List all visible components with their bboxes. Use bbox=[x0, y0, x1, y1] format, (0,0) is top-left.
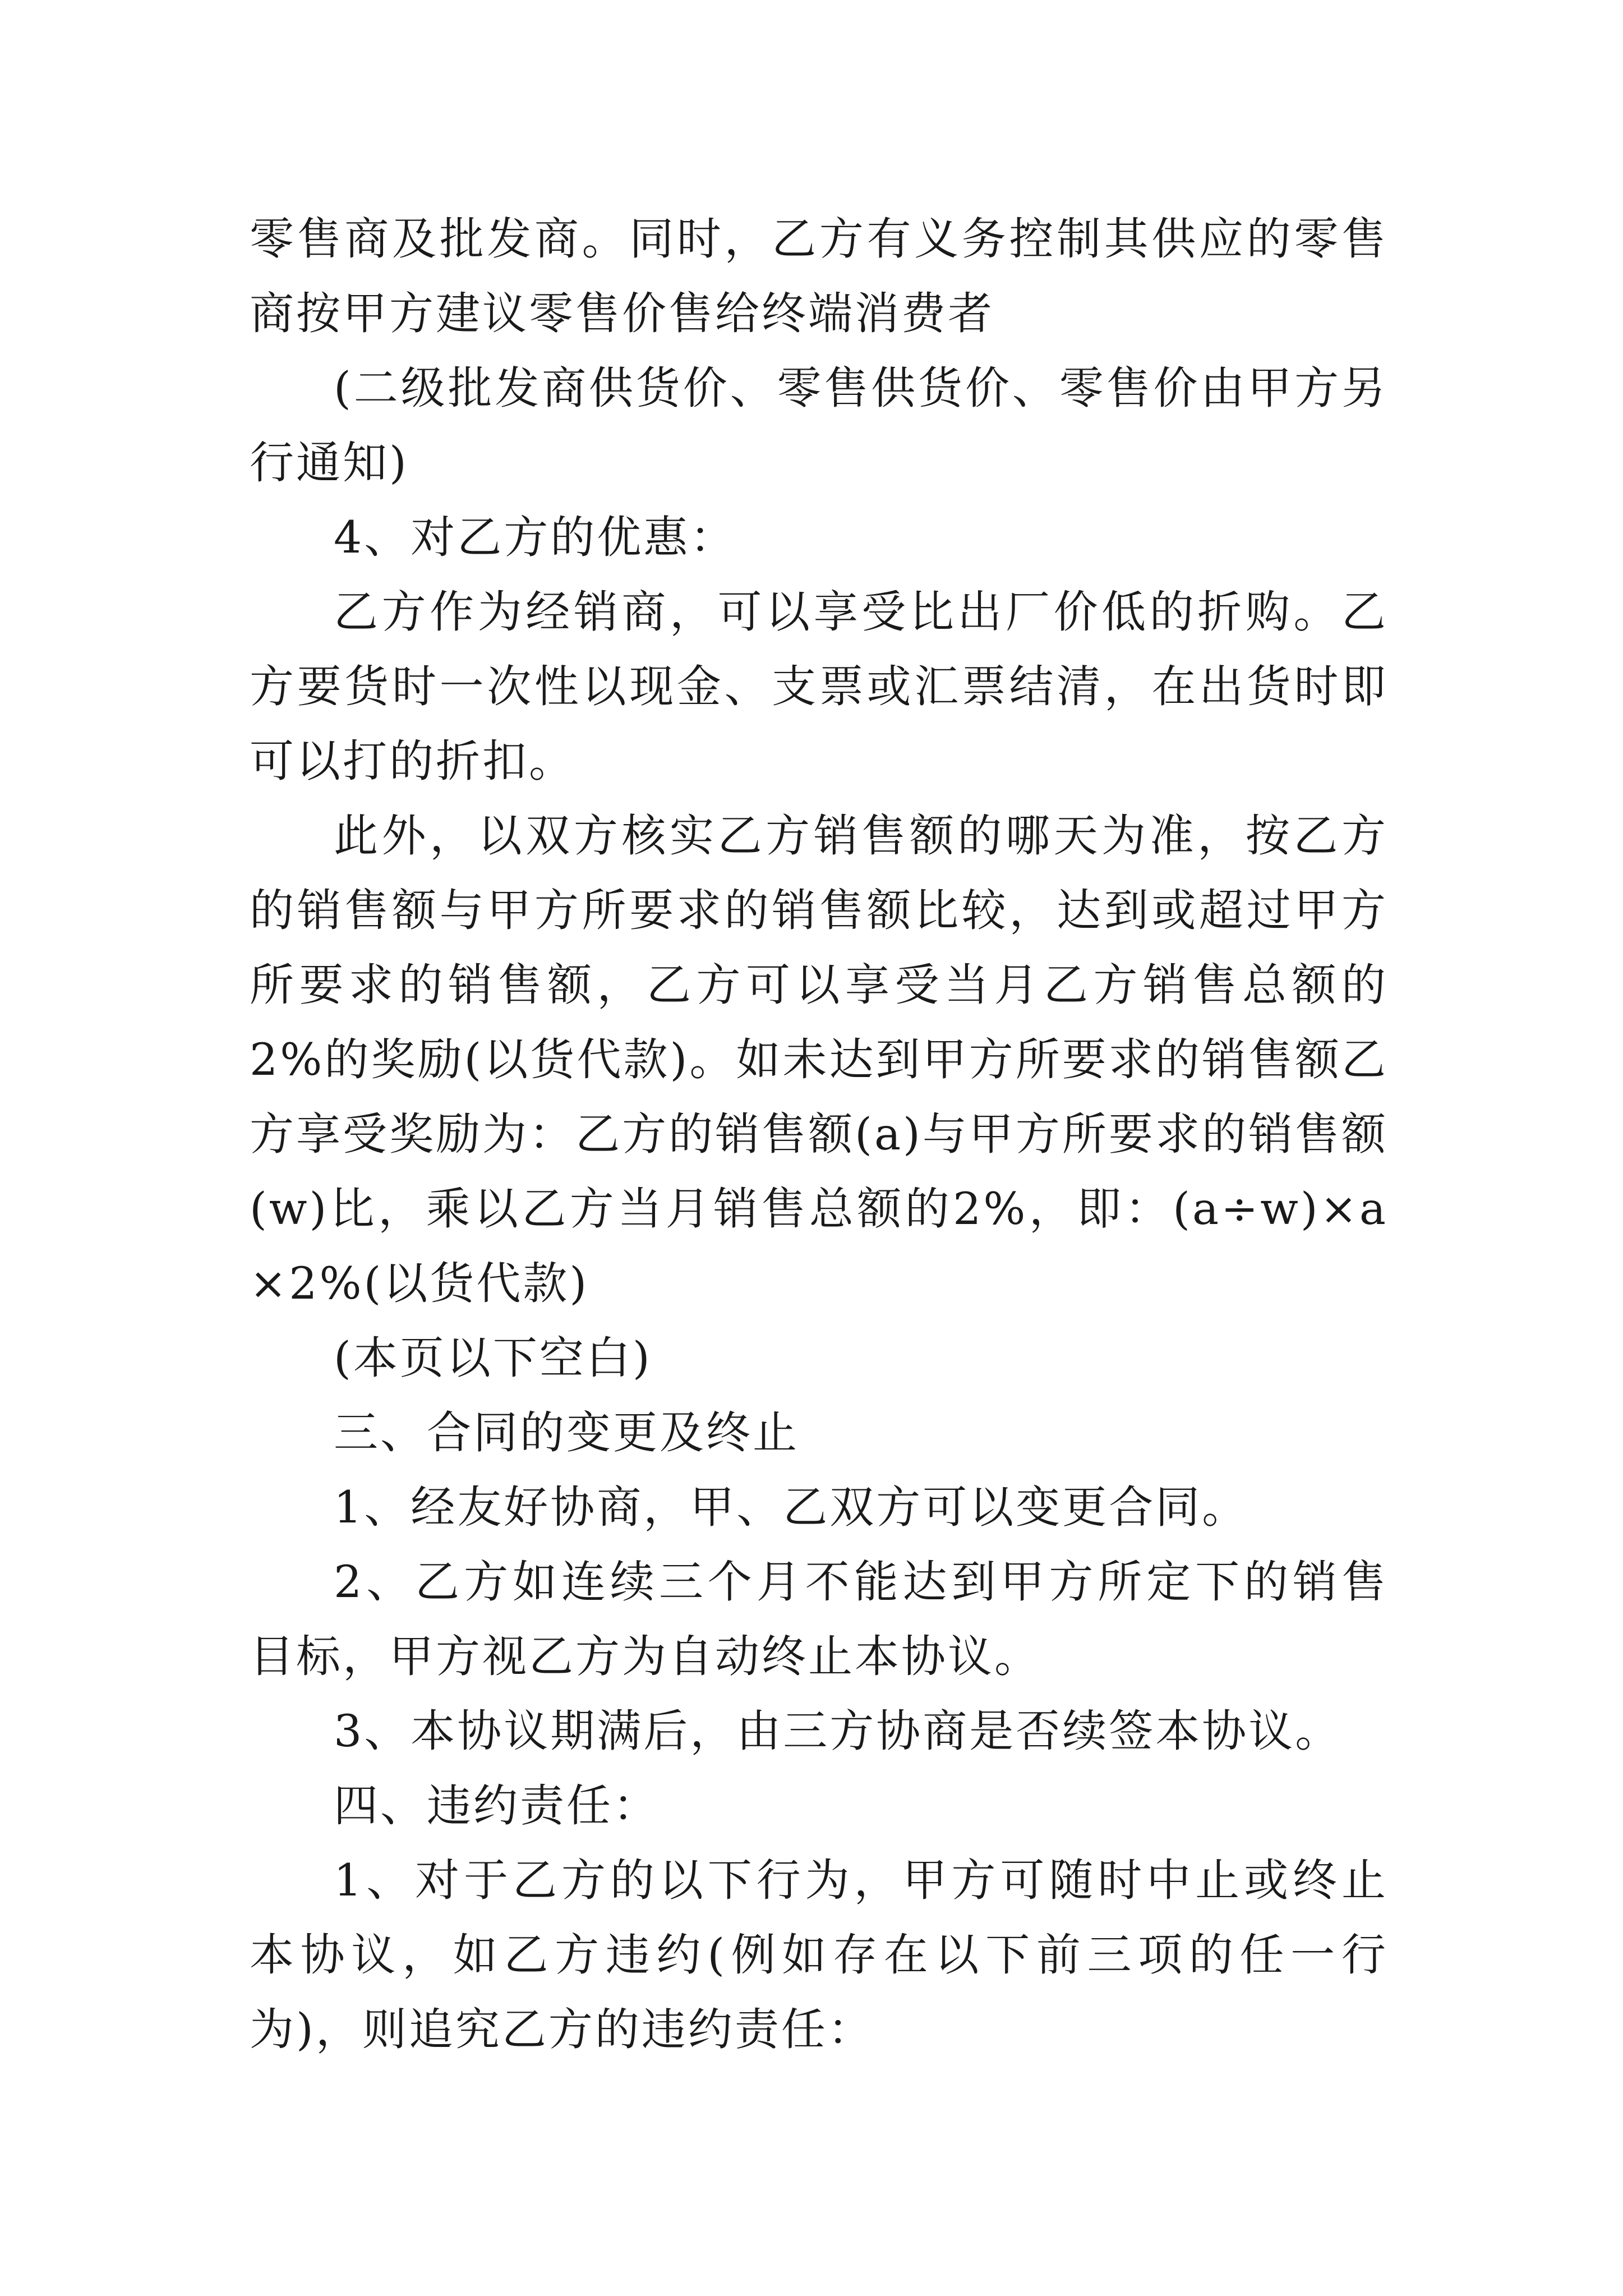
heading-breach-liability: 四、违约责任： bbox=[334, 1780, 660, 1832]
paragraph-price-notice: (二级批发商供货价、零售供货价、零售价由甲方另行通知) bbox=[250, 362, 1388, 489]
heading-contract-change: 三、合同的变更及终止 bbox=[334, 1407, 799, 1458]
paragraph-retailer-obligation: 零售商及批发商。同时，乙方有义务控制其供应的零售商按甲方建议零售价售给终端消费者 bbox=[250, 213, 1388, 339]
document-body bbox=[250, 202, 1388, 2067]
paragraph-breach-clause: 1、对于乙方的以下行为，甲方可随时中止或终止本协议，如乙方违约(例如存在以下前三项的任一行为)，则追究乙方的违约责任： bbox=[250, 1855, 1388, 2055]
paragraph-sales-reward: 此外，以双方核实乙方销售额的哪天为准，按乙方的销售额与甲方所要求的销售额比较，达到或超过甲方所要求的销售额，乙方可以享受当月乙方销售总额的2%的奖励(以货代款)。如未达到甲方所要求的销售额乙方享受奖励为：乙方的销售额(a)与甲方所要求的销售额(w)比，乘以乙方当月销售总额的2%，即：(a÷w)×a×2%(以货代款) bbox=[250, 810, 1388, 1309]
paragraph-auto-termination: 2、乙方如连续三个月不能达到甲方所定下的销售目标，甲方视乙方为自动终止本协议。 bbox=[250, 1556, 1388, 1682]
paragraph-renewal: 3、本协议期满后，由三方协商是否续签本协议。 bbox=[334, 1705, 1342, 1757]
paragraph-blank-notice: (本页以下空白) bbox=[334, 1332, 652, 1384]
paragraph-change-by-agreement: 1、经友好协商，甲、乙双方可以变更合同。 bbox=[334, 1481, 1249, 1533]
paragraph-distributor-discount: 乙方作为经销商，可以享受比出厂价低的折购。乙方要货时一次性以现金、支票或汇票结清，在出货时即可以打的折扣。 bbox=[250, 586, 1388, 787]
heading-discount: 4、对乙方的优惠： bbox=[334, 512, 737, 563]
